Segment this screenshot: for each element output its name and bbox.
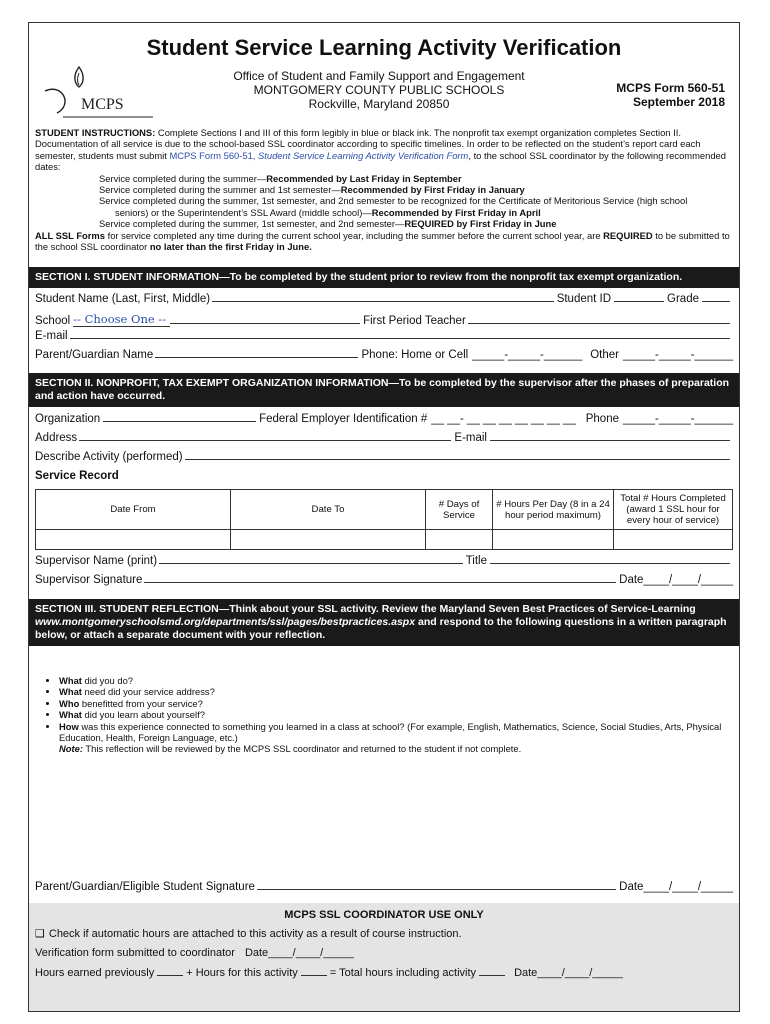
all-forms-lead: ALL SSL Forms <box>35 229 105 241</box>
org-phone-label: Phone <box>585 413 619 425</box>
date-item-text: Service completed during the summer and 1st semester— <box>99 184 341 196</box>
parent-row <box>35 349 733 361</box>
parent-signature-field[interactable] <box>257 888 616 890</box>
date-item-text: Service completed during the summer— <box>99 172 267 184</box>
hours-total-field[interactable] <box>479 974 505 976</box>
col-hours-per-day: # Hours Per Day (8 in a 24 hour period maximum) <box>493 490 614 530</box>
question-text: did you do? <box>81 675 134 686</box>
date-item-1 <box>35 173 735 184</box>
required-word: REQUIRED <box>603 229 653 241</box>
parent-signature-label: Parent/Guardian/Eligible Student Signature <box>35 881 255 893</box>
school-select[interactable]: -- Choose One -- <box>73 312 170 327</box>
date-item-2 <box>35 184 735 195</box>
organization-row <box>35 413 733 425</box>
hours-date-label: Date <box>514 967 538 979</box>
form-id <box>616 81 725 109</box>
org-email-field[interactable] <box>490 439 730 441</box>
office-address <box>209 69 549 111</box>
hours-previous-field[interactable] <box>157 974 183 976</box>
describe-label: Describe Activity (performed) <box>35 451 183 463</box>
note-label: Note: <box>59 743 83 755</box>
title-label: Title <box>465 555 487 567</box>
all-forms-text: for service completed any time during the current school year, including the summer before the current school year, are <box>104 229 604 241</box>
address-label: Address <box>35 432 78 444</box>
student-name-row <box>35 293 733 305</box>
best-practices-link[interactable]: www.montgomeryschoolsmd.org/departments/ssl/pages/bestpractices.aspx <box>35 616 416 628</box>
auto-hours-label: Check if automatic hours are attached to this activity as a result of course instruction. <box>48 928 462 940</box>
hours-activity-label: + Hours for this activity <box>186 967 298 979</box>
date-from-cell[interactable] <box>36 530 231 550</box>
instructions-text: Complete Sections I and III of this form legibly in blue or black ink. The nonprofit tax exempt organization completes Section II. Documentation of all service is due to the school-based SSL coordinator according to specific timelines. In order to be reflected on the student’s report card each semester, students must submit <box>35 127 701 161</box>
supervisor-name-label: Supervisor Name (print) <box>35 555 158 567</box>
form-title: Student Service Learning Activity Verification <box>146 35 622 60</box>
section3-title: SECTION III. STUDENT REFLECTION <box>35 603 219 615</box>
email-field[interactable] <box>70 337 730 339</box>
organization-label: Organization <box>35 413 101 425</box>
supervisor-date-field[interactable]: ____/____/_____ <box>643 574 733 586</box>
district-name: MONTGOMERY COUNTY PUBLIC SCHOOLS <box>253 83 505 97</box>
table-header-row <box>36 490 733 530</box>
submitted-date-label: Date <box>244 947 269 959</box>
service-record-table <box>35 489 733 550</box>
form-title-link-text: Student Service Learning Activity Verification Form <box>258 149 469 161</box>
school-field-line <box>170 322 360 324</box>
col-date-from: Date From <box>36 490 231 530</box>
list-item <box>59 721 725 744</box>
supervisor-signature-field[interactable] <box>144 581 616 583</box>
reflection-questions <box>35 675 725 755</box>
final-deadline: no later than the first Friday in June. <box>149 241 312 253</box>
submitted-date-field[interactable]: ____/____/_____ <box>268 947 354 959</box>
form-link[interactable]: MCPS Form 560-51, <box>169 149 256 161</box>
school-row <box>35 312 733 327</box>
col-total-hours: Total # Hours Completed (award 1 SSL hour for every hour of service) <box>614 490 733 530</box>
student-id-label: Student ID <box>556 293 612 305</box>
reflection-note <box>35 743 725 754</box>
school-label: School <box>35 315 71 327</box>
auto-hours-row <box>35 927 733 940</box>
note-text: This reflection will be reviewed by the MCPS SSL coordinator and returned to the student if not complete. <box>82 743 522 755</box>
address-field[interactable] <box>79 439 451 441</box>
submitted-label: Verification form submitted to coordinator <box>35 947 235 959</box>
supervisor-signature-label: Supervisor Signature <box>35 574 143 586</box>
form-title-link[interactable] <box>258 150 468 161</box>
student-name-label: Student Name (Last, First, Middle) <box>35 293 211 305</box>
section3-heading <box>29 599 739 646</box>
question-text: need did your service address? <box>81 686 215 698</box>
student-name-field[interactable] <box>212 300 554 302</box>
list-item <box>59 686 725 697</box>
question-text: was this experience connected to something you learned in a class at school? (For example, English, Mathematics, Science, Social Studies, Arts, Physical Education, Health, Foreign Language, etc.) <box>59 720 722 744</box>
teacher-field[interactable] <box>468 322 730 324</box>
auto-hours-checkbox[interactable]: ❑ <box>35 928 45 940</box>
coordinator-section <box>29 903 739 1011</box>
hours-activity-field[interactable] <box>301 974 327 976</box>
logo-text: MCPS <box>81 96 124 113</box>
instructions-text-2: , to the school SSL coordinator by the following recommended dates: <box>35 149 726 173</box>
describe-field[interactable] <box>185 458 730 460</box>
coordinator-heading: MCPS SSL COORDINATOR USE ONLY <box>284 909 484 921</box>
submitted-row <box>35 947 733 959</box>
fein-field[interactable]: __ __- __ __ __ __ __ __ __ <box>431 413 576 425</box>
instructions-lead: STUDENT INSTRUCTIONS: <box>35 127 156 138</box>
describe-row <box>35 451 733 463</box>
section2-heading: SECTION II. NONPROFIT, TAX EXEMPT ORGANIZATION INFORMATION—To be completed by the supervisor after the phases of preparation and action have occurred. <box>29 373 739 407</box>
question-text: did you learn about yourself? <box>81 709 205 721</box>
section1-heading: SECTION I. STUDENT INFORMATION—To be completed by the student prior to review from the nonprofit tax exempt organization. <box>29 267 739 288</box>
section3-text-2: and respond to the following questions in a written paragraph below, or attach a separate document with your reflection. <box>35 616 727 641</box>
fein-label: Federal Employer Identification # <box>259 413 428 425</box>
question-keyword: Who <box>59 697 80 709</box>
all-forms-text-2: to be submitted to the school SSL coordinator <box>35 229 730 253</box>
question-keyword: What <box>59 675 82 686</box>
hours-previous-label: Hours earned previously <box>35 967 155 979</box>
supervisor-signature-row <box>35 574 733 586</box>
hours-per-day-cell[interactable] <box>493 530 614 550</box>
other-phone-label: Other <box>590 349 619 361</box>
date-item-text: seniors) or the Superintendent’s SSL Award (middle school)— <box>115 206 372 218</box>
form-date: September 2018 <box>632 95 725 109</box>
office-name: Office of Student and Family Support and Engagement <box>233 69 525 83</box>
date-item-deadline: REQUIRED by First Friday in June <box>404 218 557 230</box>
supervisor-name-field[interactable] <box>159 562 463 564</box>
service-record-heading <box>35 470 733 482</box>
email-row <box>35 330 733 342</box>
total-hours-cell[interactable] <box>614 530 733 550</box>
phone-label: Phone: Home or Cell <box>361 349 469 361</box>
all-forms-note <box>35 230 735 253</box>
phone-field[interactable]: _____-_____-______ <box>472 349 583 361</box>
student-id-field[interactable] <box>614 300 664 302</box>
supervisor-date-label: Date <box>619 574 644 586</box>
grade-label: Grade <box>667 293 699 305</box>
parent-date-field[interactable]: ____/____/_____ <box>643 881 733 893</box>
date-item-3-cont <box>35 207 735 218</box>
city-state: Rockville, Maryland 20850 <box>308 97 450 111</box>
email-label: E-mail <box>35 330 68 342</box>
parent-date-label: Date <box>619 881 644 893</box>
teacher-label: First Period Teacher <box>363 315 466 327</box>
service-record-label: Service Record <box>35 470 119 482</box>
question-keyword: How <box>59 720 79 732</box>
hours-total-label: = Total hours including activity <box>329 967 477 979</box>
org-phone-field[interactable]: _____-_____-______ <box>623 413 733 425</box>
other-phone-field[interactable]: _____-_____-______ <box>623 349 733 361</box>
section3-text: —Think about your SSL activity. Review the Maryland Seven Best Practices of Service-Learning <box>218 603 696 615</box>
parent-signature-row <box>35 881 733 893</box>
supervisor-name-row <box>35 555 733 567</box>
date-item-3 <box>35 195 735 206</box>
form-number: MCPS Form 560-51 <box>616 81 725 95</box>
form-page <box>28 22 740 1012</box>
date-item-text: Service completed during the summer, 1st semester, and 2nd semester to be recognized for the Certificate of Meritorious Service (high school <box>99 195 688 207</box>
mcps-logo <box>43 61 163 121</box>
date-item-deadline: Recommended by First Friday in April <box>371 206 541 218</box>
days-cell[interactable] <box>426 530 493 550</box>
table-row <box>36 530 733 550</box>
col-date-to: Date To <box>231 490 426 530</box>
list-item <box>59 698 725 709</box>
col-days: # Days of Service <box>426 490 493 530</box>
date-item-deadline: Recommended by First Friday in January <box>340 184 525 196</box>
date-item-deadline: Recommended by Last Friday in September <box>266 172 462 184</box>
grade-field[interactable] <box>702 300 730 302</box>
date-item-4 <box>35 218 735 229</box>
hours-date-field[interactable]: ____/____/_____ <box>537 967 623 979</box>
parent-label: Parent/Guardian Name <box>35 349 154 361</box>
question-keyword: What <box>59 709 82 721</box>
parent-name-field[interactable] <box>155 356 358 358</box>
organization-field[interactable] <box>103 420 256 422</box>
question-keyword: What <box>59 686 82 698</box>
question-text: benefitted from your service? <box>79 697 203 709</box>
date-to-cell[interactable] <box>231 530 426 550</box>
student-instructions <box>35 127 735 252</box>
list-item <box>59 709 725 720</box>
address-row <box>35 432 733 444</box>
org-email-label: E-mail <box>454 432 487 444</box>
title-field[interactable] <box>490 562 730 564</box>
list-item <box>59 675 725 686</box>
date-item-text: Service completed during the summer, 1st semester, and 2nd semester— <box>99 218 405 230</box>
hours-row <box>35 967 733 979</box>
